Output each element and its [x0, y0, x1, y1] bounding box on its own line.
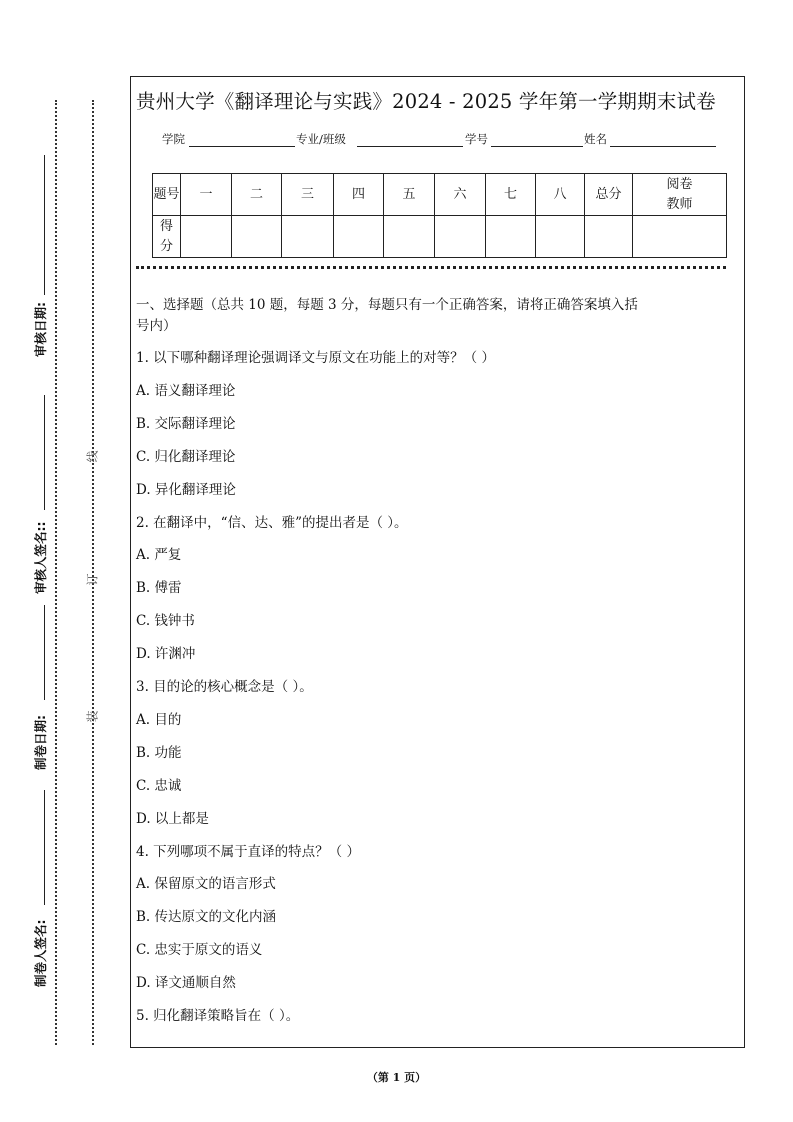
row-label: 得分	[153, 216, 181, 258]
score-cell[interactable]	[334, 216, 384, 258]
binding-mark-zhuang: 装	[85, 710, 100, 723]
score-cell[interactable]	[282, 216, 334, 258]
answer-option: A. 语义翻译理论	[136, 382, 236, 399]
header-cell: 八	[536, 174, 585, 216]
section-heading-cont: 号内）	[136, 318, 177, 334]
header-cell: 六	[435, 174, 486, 216]
score-cell[interactable]	[633, 216, 727, 258]
answer-option: D. 以上都是	[136, 810, 209, 827]
header-cell: 总分	[585, 174, 633, 216]
answer-option: A. 目的	[136, 711, 182, 728]
page-number: （第 1 页）	[366, 1071, 427, 1084]
answer-option: D. 许渊冲	[136, 646, 196, 663]
name-field[interactable]	[610, 146, 716, 147]
score-table-header-row	[153, 174, 727, 216]
dotted-divider	[136, 266, 726, 269]
review-date-label: 审核日期:	[33, 302, 48, 357]
make-date-label: 制卷日期:	[33, 715, 48, 770]
header-cell: 七	[486, 174, 536, 216]
question-stem: 4. 下列哪项不属于直译的特点？（ ）	[136, 843, 360, 860]
header-cell: 二	[232, 174, 282, 216]
major-label: 专业/班级	[296, 132, 346, 146]
score-cell[interactable]	[384, 216, 435, 258]
answer-option: B. 傅雷	[136, 580, 182, 597]
binding-mark-line: 线	[85, 450, 100, 463]
college-field[interactable]	[189, 146, 295, 147]
answer-option: A. 严复	[136, 547, 182, 564]
student-id-label: 学号	[465, 132, 488, 146]
answer-option: C. 归化翻译理论	[136, 448, 236, 465]
answer-option: D. 异化翻译理论	[136, 481, 236, 498]
score-cell[interactable]	[486, 216, 536, 258]
exam-title: 贵州大学《翻译理论与实践》2024 - 2025 学年第一学期期末试卷	[136, 90, 716, 113]
answer-option: B. 传达原文的文化内涵	[136, 909, 277, 926]
major-field[interactable]	[357, 146, 463, 147]
score-cell[interactable]	[536, 216, 585, 258]
score-table	[152, 173, 727, 258]
answer-option: B. 交际翻译理论	[136, 415, 236, 432]
header-cell: 四	[334, 174, 384, 216]
score-table-score-row	[153, 216, 727, 258]
score-cell[interactable]	[181, 216, 232, 258]
binding-mark-ding: 订	[85, 573, 100, 586]
answer-option: B. 功能	[136, 744, 182, 761]
question-stem: 2. 在翻译中，“信、达、雅”的提出者是（ ）。	[136, 514, 408, 531]
college-label: 学院	[162, 132, 185, 146]
answer-option: D. 译文通顺自然	[136, 975, 236, 992]
reviewer-sign-label: 审核人签名::	[33, 521, 48, 594]
score-cell[interactable]	[232, 216, 282, 258]
make-date-line	[44, 605, 45, 700]
header-cell: 题号	[153, 174, 181, 216]
section-heading: 一、选择题（总共 10 题，每题 3 分，每题只有一个正确答案，请将正确答案填入括	[136, 297, 638, 313]
score-cell[interactable]	[585, 216, 633, 258]
header-cell: 五	[384, 174, 435, 216]
header-cell: 三	[282, 174, 334, 216]
maker-sign-line	[44, 790, 45, 905]
answer-option: C. 钱钟书	[136, 613, 195, 630]
answer-option: C. 忠诚	[136, 777, 182, 794]
name-label: 姓名	[584, 132, 607, 146]
review-date-line	[44, 155, 45, 295]
question-stem: 5. 归化翻译策略旨在（ ）。	[136, 1008, 300, 1024]
binding-dotted-line-outer	[55, 100, 57, 1045]
answer-option: C. 忠实于原文的语义	[136, 942, 263, 959]
answer-option: A. 保留原文的语言形式	[136, 876, 276, 893]
header-cell: 阅卷教师	[633, 174, 727, 216]
reviewer-sign-line	[44, 395, 45, 510]
student-id-field[interactable]	[491, 146, 583, 147]
question-stem: 1. 以下哪种翻译理论强调译文与原文在功能上的对等？（ ）	[136, 350, 495, 366]
header-cell: 一	[181, 174, 232, 216]
score-cell[interactable]	[435, 216, 486, 258]
maker-sign-label: 制卷人签名:	[33, 919, 48, 987]
question-stem: 3. 目的论的核心概念是（ ）。	[136, 679, 313, 695]
